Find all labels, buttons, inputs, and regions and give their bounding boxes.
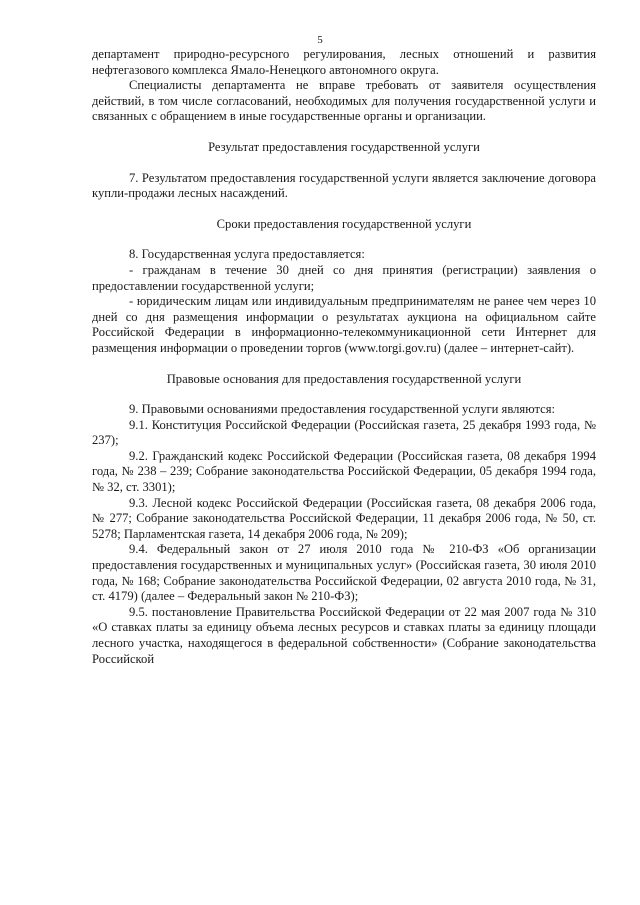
paragraph-legal-9-4: 9.4. Федеральный закон от 27 июля 2010 года № 210-ФЗ «Об организации предоставления государственных и муниципальных услуг» (Российская газета, 30 июля 2010 года, № 168; Собрание законодательства Российской Федерации, 02 августа 2010 года, № 31, ст. 4179) (далее – Федеральный закон № 210-ФЗ); xyxy=(92,542,596,604)
heading-result: Результат предоставления государственной услуги xyxy=(208,139,480,154)
paragraph-legal-9-2: 9.2. Гражданский кодекс Российской Федерации (Российская газета, 08 декабря 1994 года, № 238 – 239; Собрание законодательства Российской Федерации, 05 декабря 1994 года, № 32, ст. 3301); xyxy=(92,448,596,495)
paragraph-legal-9-1: 9.1. Конституция Российской Федерации (Российская газета, 25 декабря 1993 года, № 237); xyxy=(92,417,596,448)
page-number: 5 xyxy=(317,34,323,46)
paragraph-terms-intro: 8. Государственная услуга предоставляется: xyxy=(129,247,365,262)
paragraph-result: 7. Результатом предоставления государственной услуги является заключение договора купли-продажи лесных насаждений. xyxy=(92,170,596,201)
paragraph-terms-citizens: - гражданам в течение 30 дней со дня принятия (регистрации) заявления о предоставлении государственной услуги; xyxy=(92,262,596,293)
heading-legal-basis: Правовые основания для предоставления государственной услуги xyxy=(166,371,522,386)
paragraph-legal-intro: 9. Правовыми основаниями предоставления государственной услуги являются: xyxy=(129,402,555,417)
paragraph-department: департамент природно-ресурсного регулирования, лесных отношений и развития нефтегазового комплекса Ямало-Ненецкого автономного округа. xyxy=(92,47,596,77)
paragraph-legal-9-3: 9.3. Лесной кодекс Российской Федерации (Российская газета, 08 декабря 2006 года, № 277; Собрание законодательства Российской Федерации, 11 декабря 2006 года, № 50, ст. 5278; Парламентская газета, 14 декабря 2006 года, № 209); xyxy=(92,495,596,541)
paragraph-legal-9-5: 9.5. постановление Правительства Российской Федерации от 22 мая 2007 года № 310 «О ставках платы за единицу объема лесных ресурсов и ставках платы за единицу площади лесного участка, находящегося в федеральной собственности» (Собрание законодательства Российской xyxy=(92,604,596,666)
paragraph-terms-legal-entities: - юридическим лицам или индивидуальным предпринимателям не ранее чем через 10 дней со дня размещения информации о результатах аукциона на официальном сайте Российской Федерации в информационно-телекоммуникационной сети Интернет для размещения информации о проведении торгов (www.torgi.gov.ru) (далее – интернет-сайт). xyxy=(92,294,596,355)
heading-terms: Сроки предоставления государственной услуги xyxy=(216,216,472,231)
paragraph-specialists: Специалисты департамента не вправе требовать от заявителя осуществления действий, в том числе согласований, необходимых для получения государственной услуги и связанных с обращением в иные государственные органы и организации. xyxy=(92,78,596,124)
document-body xyxy=(92,47,596,667)
